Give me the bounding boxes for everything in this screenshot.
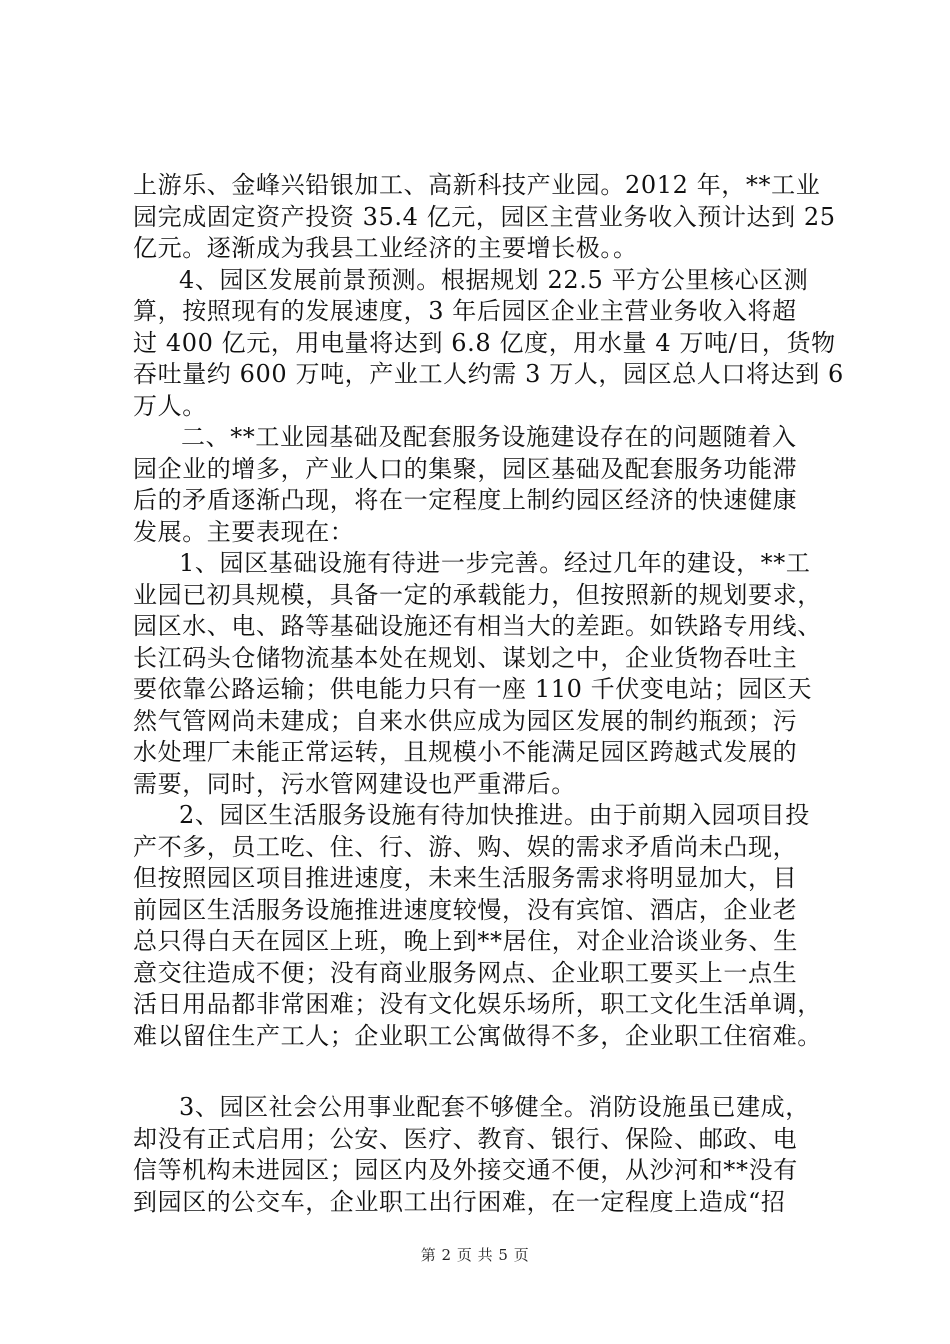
text-line: 业园已初具规模，具备一定的承载能力，但按照新的规划要求， [133,580,822,609]
text-line: 上游乐、金峰兴铅银加工、高新科技产业园。2012 年，**工业 [133,171,821,199]
text-line: 亿元。逐渐成为我县工业经济的主要增长极。。 [133,234,638,262]
text-line: 却没有正式启用；公安、医疗、教育、银行、保险、邮政、电 [133,1124,798,1153]
text-line: 发展。主要表现在： [133,517,355,546]
text-line: 但按照园区项目推进速度，未来生活服务需求将明显加大，目 [133,864,798,892]
section-heading-line: 二、**工业园基础及配套服务设施建设存在的问题随着入 [181,423,797,451]
text-line: 信等机构未进园区；园区内及外接交通不便，从沙河和**没有 [133,1156,798,1184]
text-line: 活日用品都非常困难；没有文化娱乐场所，职工文化生活单调， [133,990,822,1018]
text-line: 园企业的增多，产业人口的集聚，园区基础及配套服务功能滞 [133,454,798,483]
text-line: 要依靠公路运输；供电能力只有一座 110 千伏变电站；园区天 [133,675,813,703]
text-line: 水处理厂未能正常运转，且规模小不能满足园区跨越式发展的 [133,738,798,766]
text-line: 过 400 亿元，用电量将达到 6.8 亿度，用水量 4 万吨/日，货物 [133,328,836,357]
text-line: 总只得白天在园区上班，晚上到**居住，对企业洽谈业务、生 [133,927,798,955]
text-line: 意交往造成不便；没有商业服务网点、企业职工要买上一点生 [133,958,798,987]
text-line: 需要，同时，污水管网建设也严重滞后。 [133,769,576,798]
text-line: 难以留住生产工人；企业职工公寓做得不多，企业职工住宿难。 [133,1021,822,1050]
text-line: 长江码头仓储物流基本处在规划、谋划之中，企业货物吞吐主 [133,643,798,672]
text-line: 算，按照现有的发展速度，3 年后园区企业主营业务收入将超 [133,297,797,325]
document-body [133,170,844,1218]
text-line: 产不多，员工吃、住、行、游、购、娱的需求矛盾尚未凸现， [133,832,798,861]
text-line: 后的矛盾逐渐凸现，将在一定程度上制约园区经济的快速健康 [133,486,798,514]
text-line: 吞吐量约 600 万吨，产业工人约需 3 万人，园区总人口将达到 6 [133,360,844,388]
text-line: 园区水、电、路等基础设施还有相当大的差距。如铁路专用线、 [133,612,822,640]
text-line: 园完成固定资产投资 35.4 亿元，园区主营业务收入预计达到 25 [133,202,836,231]
text-line: 然气管网尚未建成；自来水供应成为园区发展的制约瓶颈；污 [133,706,798,735]
page-number-footer: 第 2 页 共 5 页 [420,1246,530,1264]
paragraph-start-line: 2、园区生活服务设施有待加快推进。由于前期入园项目投 [179,801,810,829]
text-line: 前园区生活服务设施推进速度较慢，没有宾馆、酒店，企业老 [133,895,798,924]
paragraph-start-line: 3、园区社会公用事业配套不够健全。消防设施虽已建成， [179,1093,810,1121]
text-line: 到园区的公交车，企业职工出行困难，在一定程度上造成“招 [133,1187,786,1216]
paragraph-start-line: 4、园区发展前景预测。根据规划 22.5 平方公里核心区测 [179,265,809,294]
paragraph-start-line: 1、园区基础设施有待进一步完善。经过几年的建设，**工 [179,549,811,577]
text-line: 万人。 [133,391,207,420]
